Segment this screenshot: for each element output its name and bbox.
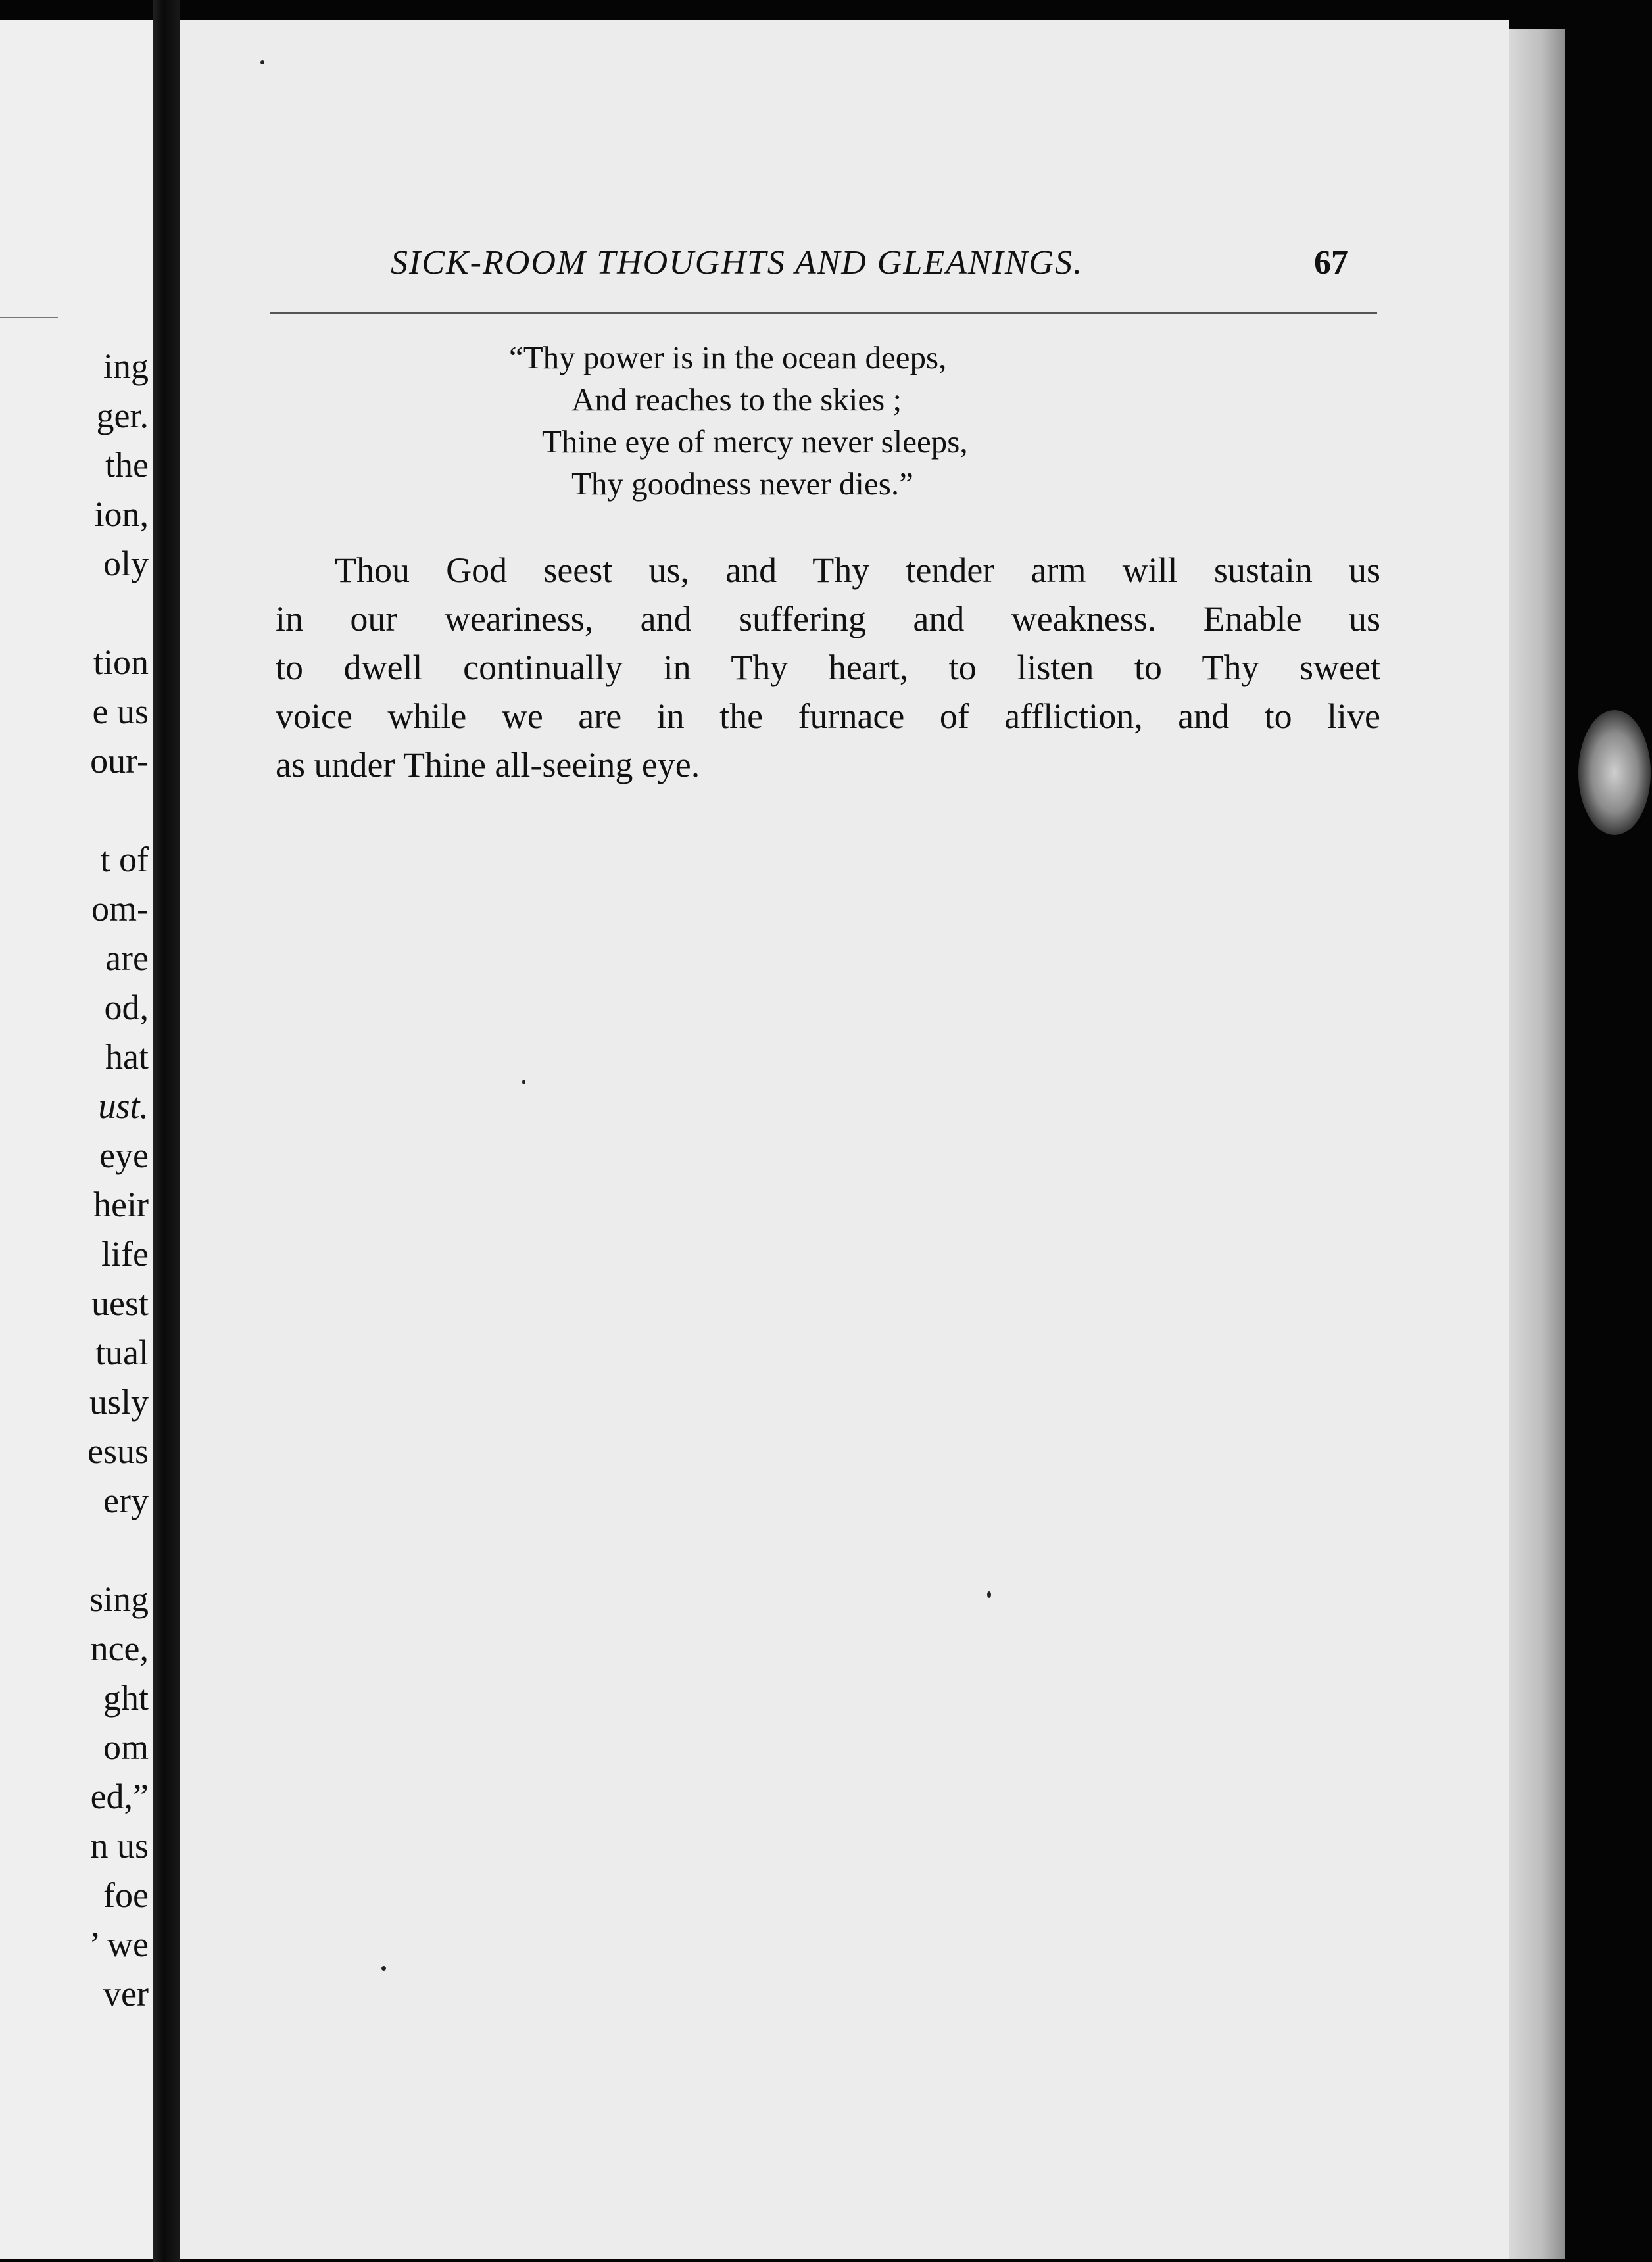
facing-line: ger.: [96, 396, 149, 435]
facing-line: ion,: [94, 494, 149, 534]
facing-line: ver: [103, 1974, 149, 2013]
facing-line: ght: [103, 1678, 149, 1718]
facing-line: om: [103, 1727, 149, 1767]
facing-line: ’ we: [89, 1925, 149, 1964]
facing-line: uest: [91, 1284, 149, 1323]
facing-line: the: [105, 445, 149, 485]
paragraph-line: in our weariness, and suffering and weakness. Enable us: [276, 599, 1380, 638]
book-page: [180, 20, 1509, 2259]
facing-line: are: [105, 938, 149, 978]
facing-line-gap: [87, 786, 149, 835]
facing-line: heir: [93, 1185, 149, 1224]
running-head: SICK-ROOM THOUGHTS AND GLEANINGS.: [391, 244, 1084, 281]
facing-line: ust.: [98, 1086, 149, 1126]
facing-line: sing: [89, 1579, 149, 1619]
paragraph-line: as under Thine all-seeing eye.: [276, 745, 700, 784]
facing-line: ery: [103, 1481, 149, 1520]
scan-blemish: [1578, 710, 1651, 835]
facing-page-fragment: [0, 20, 153, 2259]
facing-line: ing: [103, 347, 149, 386]
facing-line-gap: [87, 1526, 149, 1575]
ink-speck: [522, 1080, 525, 1084]
facing-line: tual: [95, 1333, 149, 1372]
page-number: 67: [1314, 244, 1348, 281]
facing-line: e us: [92, 692, 149, 731]
facing-line: tion: [93, 642, 149, 682]
facing-line: usly: [89, 1382, 149, 1422]
facing-page-text: [87, 342, 149, 2019]
verse-line: Thine eye of mercy never sleeps,: [542, 423, 968, 460]
ink-speck: [987, 1591, 991, 1598]
page-edge-stack: [1509, 29, 1565, 2259]
facing-line: om-: [91, 889, 149, 928]
facing-line: n us: [90, 1826, 149, 1865]
facing-line: t of: [100, 840, 149, 879]
facing-line: ed,”: [90, 1777, 149, 1816]
verse-quotation: [509, 337, 1298, 505]
prose-paragraph: [276, 546, 1380, 789]
verse-line: Thy goodness never dies.”: [571, 466, 913, 502]
paragraph-line: Thou God seest us, and Thy tender arm will sustain us: [335, 550, 1380, 590]
facing-line: nce,: [90, 1629, 149, 1668]
paragraph-line: voice while we are in the furnace of affliction, and to live: [276, 696, 1380, 736]
facing-line: our-: [90, 741, 149, 781]
facing-page-rule: [0, 317, 58, 318]
ink-speck: [260, 60, 264, 64]
verse-line: And reaches to the skies ;: [571, 381, 902, 418]
facing-line: eye: [99, 1136, 149, 1175]
ink-speck: [381, 1966, 386, 1971]
facing-line: od,: [104, 988, 149, 1027]
facing-line: hat: [105, 1037, 149, 1076]
header-rule: [270, 312, 1377, 314]
facing-line: esus: [87, 1432, 149, 1471]
book-spine: [153, 0, 180, 2262]
paragraph-line: to dwell continually in Thy heart, to listen to Thy sweet: [276, 648, 1380, 687]
facing-line: life: [101, 1234, 149, 1274]
facing-line-gap: [87, 589, 149, 638]
verse-line: “Thy power is in the ocean deeps,: [509, 339, 947, 375]
facing-line: oly: [103, 544, 149, 583]
facing-line: foe: [103, 1875, 149, 1915]
